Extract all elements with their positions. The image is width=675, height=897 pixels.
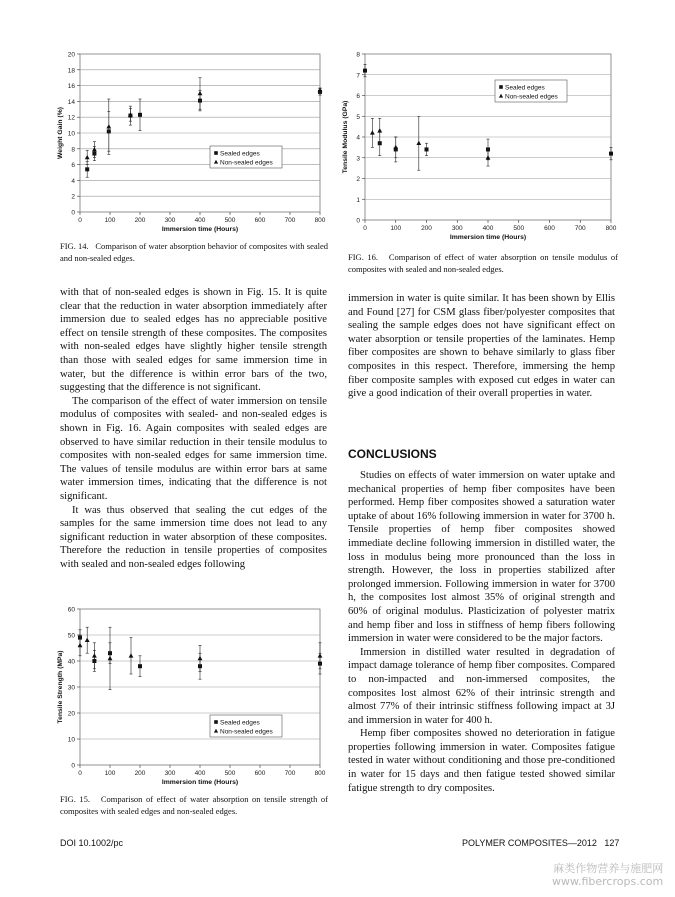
y-tick-label: 0	[356, 217, 360, 225]
x-tick-label: 300	[164, 217, 176, 224]
figure-16-chart	[343, 48, 625, 244]
watermark	[552, 862, 663, 888]
y-tick-label: 0	[71, 762, 75, 770]
y-tick-label: 7	[356, 72, 360, 80]
page-number: 127	[604, 838, 620, 848]
x-tick-label: 800	[314, 217, 326, 224]
y-axis-title: Tensile Strength (MPa)	[57, 650, 64, 724]
x-tick-label: 800	[314, 770, 326, 777]
y-tick-label: 10	[67, 130, 75, 138]
right-column-continuation	[348, 292, 615, 401]
legend-label: Non-sealed edges	[220, 728, 273, 736]
y-tick-label: 10	[67, 736, 75, 744]
watermark-line-2: www.fibercrops.com	[552, 875, 664, 888]
y-tick-label: 2	[356, 176, 360, 183]
x-tick-label: 400	[194, 217, 206, 224]
x-tick-label: 300	[164, 770, 176, 777]
footer-journal	[462, 838, 619, 848]
y-tick-label: 12	[67, 114, 75, 122]
fig14-svg	[52, 48, 334, 234]
paragraph: The comparison of the effect of water immersion on tensile modulus of composites with sealed- and non-sealed edges is shown in Fig. 16. Again composites with sealed edges are observed to have similar reduction in their tensile modulus to composites with non-sealed edges for same immersion time. The values of tensile modulus are within error bars at same water immersion times, indicating that the difference is not significant.	[60, 395, 327, 502]
legend-label: Non-sealed edges	[220, 159, 273, 167]
caption-label: FIG. 14.	[60, 241, 89, 251]
legend-marker-square	[214, 720, 218, 724]
data-point-square	[363, 69, 367, 73]
conclusions-text	[348, 469, 615, 795]
y-tick-label: 4	[356, 134, 360, 142]
y-tick-label: 8	[356, 51, 360, 59]
footer-doi: DOI 10.1002/pc	[60, 838, 124, 848]
journal-name: POLYMER COMPOSITES—2012	[462, 838, 597, 848]
y-tick-label: 8	[71, 146, 75, 154]
x-tick-label: 700	[284, 217, 296, 224]
caption-text: Comparison of effect of water absorption on tensile modulus of composites with sealed and non-sealed edges.	[348, 252, 619, 274]
legend-label: Sealed edges	[220, 719, 260, 727]
watermark-line-1: 麻类作物营养与施肥网	[553, 862, 664, 875]
data-point-square	[609, 152, 613, 156]
legend-label: Sealed edges	[505, 84, 545, 92]
y-tick-label: 0	[71, 209, 75, 217]
x-axis-title: Immersion time (Hours)	[161, 226, 239, 233]
x-axis-title: Immersion time (Hours)	[161, 779, 239, 786]
x-tick-label: 700	[284, 770, 296, 777]
y-tick-label: 30	[67, 684, 75, 692]
x-tick-label: 300	[451, 225, 463, 232]
x-tick-label: 600	[544, 225, 555, 232]
x-axis-title: Immersion time (Hours)	[449, 234, 527, 241]
paragraph: Studies on effects of water immersion on water uptake and mechanical properties of hemp fiber composites have been performed. Hemp fiber composites showed a saturation water uptake of about 16% following immersion in water for 3700 h. Tensile properties of hemp fiber composites showed immediate decline following immersion in distilled water, the loss in modulus being more pronounced than the loss in strength. However, the loss in properties stabilized after prolonged immersion. Following immersion in water for 3700 h, the composites lost almost 35% of original strength and 60% of original modulus. Plasticization of polyester matrix and hemp fiber and loss in stiffness of hemp fibers following immersion in water were considered to be the major factors.	[348, 470, 615, 645]
x-tick-label: 200	[134, 770, 146, 777]
paragraph: with that of non-sealed edges is shown in Fig. 15. It is quite clear that the reduction in water absorption immediately after immersion due to sealed edges has no appreciable positive effect on tensile strength of these composites. The composites with non-sealed edges have slightly higher tensile strength than those with sealed edges for same immersion time in water, but the difference is within error bars of the two, suggesting that the difference is not significant.	[60, 287, 327, 394]
x-tick-label: 500	[224, 770, 236, 777]
x-tick-label: 700	[574, 225, 586, 232]
x-tick-label: 600	[254, 770, 266, 777]
y-tick-label: 60	[67, 606, 75, 614]
y-tick-label: 16	[67, 83, 75, 91]
y-tick-label: 50	[67, 632, 75, 640]
data-point-square	[425, 147, 429, 151]
figure-14-chart	[52, 48, 334, 234]
figure-16-caption	[348, 252, 618, 275]
x-tick-label: 100	[104, 770, 116, 777]
x-tick-label: 500	[224, 217, 236, 224]
caption-text: Comparison of water absorption behavior of composites with sealed and non-sealed edges.	[60, 241, 329, 263]
y-tick-label: 4	[71, 177, 75, 185]
legend-marker-square	[214, 151, 218, 155]
data-point-square	[85, 167, 89, 171]
y-tick-label: 1	[356, 196, 360, 204]
caption-text: Comparison of effect of water absorption on tensile strength of composites with sealed edges and non-sealed edges.	[60, 794, 328, 816]
x-tick-label: 400	[194, 770, 206, 777]
x-tick-label: 0	[78, 217, 82, 224]
legend-label: Non-sealed edges	[505, 93, 558, 101]
y-tick-label: 6	[356, 93, 360, 100]
left-column-text	[60, 286, 327, 571]
figure-15-chart	[52, 603, 334, 785]
x-tick-label: 200	[134, 217, 146, 224]
legend-label: Sealed edges	[220, 150, 260, 158]
y-tick-label: 6	[71, 162, 75, 170]
paragraph: Immersion in distilled water resulted in degradation of impact damage tolerance of hemp fiber composites. Compared to non-impacted and non-immersed composites, the composites lost almost 62% of their intrinsic strength and almost 77% of their intrinsic stiffness following impact at 3J and immersion in water for 400 h.	[348, 646, 615, 726]
paragraph: Hemp fiber composites showed no deterioration in fatigue properties following immersion in water. Composites fatigue tested in water without conditioning and those pre-conditioned in water for 15 days and then fatigue tested showed similar fatigue strength to dry composites.	[348, 728, 615, 794]
x-tick-label: 600	[254, 217, 266, 224]
y-axis-title: Tensile Modulus (GPa)	[342, 100, 349, 174]
x-tick-label: 0	[363, 225, 367, 232]
caption-label: FIG. 15.	[60, 794, 91, 804]
figure-14-caption	[60, 241, 328, 264]
fig15-svg	[52, 603, 334, 785]
fig16-svg	[343, 48, 625, 244]
paragraph: It was thus observed that sealing the cut edges of the samples for the same immersion time does not lead to any significant reduction in water absorption of these composites. Therefore the reduction in tensile properties of composites with sealed and non-sealed edges following	[60, 504, 327, 570]
y-tick-label: 20	[67, 51, 75, 59]
x-tick-label: 400	[482, 225, 494, 232]
x-tick-label: 800	[605, 225, 617, 232]
caption-label: FIG. 16.	[348, 252, 379, 262]
data-point-square	[138, 113, 142, 117]
y-tick-label: 3	[356, 155, 360, 163]
x-tick-label: 200	[421, 225, 432, 232]
figure-15-caption	[60, 794, 328, 817]
x-tick-label: 0	[78, 770, 82, 777]
x-tick-label: 500	[513, 225, 525, 232]
y-tick-label: 14	[67, 98, 75, 106]
paragraph: immersion in water is quite similar. It has been shown by Ellis and Found [27] for CSM glass fiber/polyester composites that sealing the sample edges does not have significant effect on water absorption or tensile properties of the laminates. Hemp fiber composites are shown to behave similarly to glass fiber composites in this respect. Therefore, immersing the hemp fiber composite samples with exposed cut edges in water can give a good indication of their overall properties in water.	[348, 293, 615, 400]
section-heading: CONCLUSIONS	[348, 447, 437, 461]
y-tick-label: 2	[71, 193, 75, 201]
x-tick-label: 100	[104, 217, 116, 224]
y-tick-label: 5	[356, 113, 360, 121]
data-point-square	[138, 664, 142, 668]
y-tick-label: 40	[67, 658, 75, 666]
y-tick-label: 20	[67, 710, 75, 718]
x-tick-label: 100	[390, 225, 402, 232]
y-axis-title: Weight Gain (%)	[57, 107, 64, 159]
y-tick-label: 18	[67, 67, 75, 75]
legend-marker-square	[499, 85, 503, 89]
